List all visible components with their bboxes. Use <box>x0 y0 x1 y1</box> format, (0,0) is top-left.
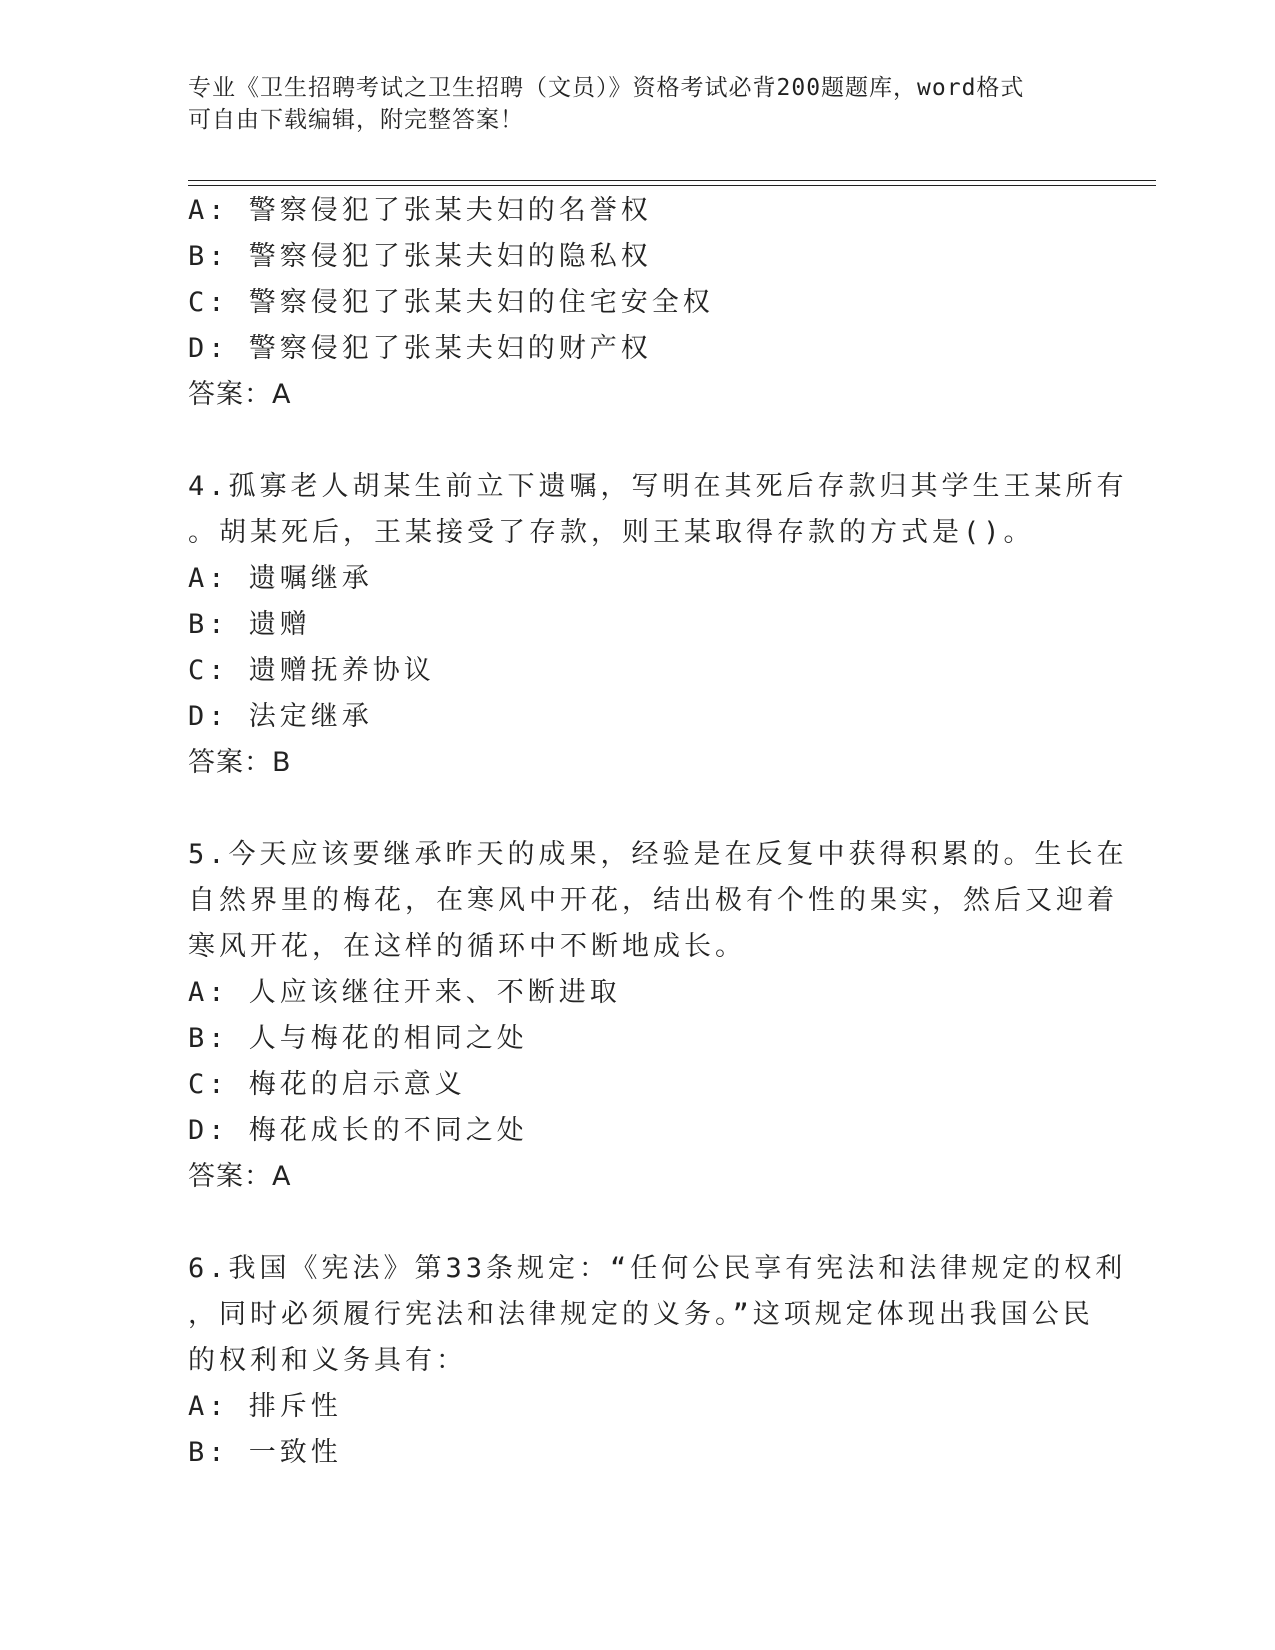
option-c: C: 遗赠抚养协议 <box>188 655 435 686</box>
option-b: B: 人与梅花的相同之处 <box>188 1023 528 1054</box>
answer-line: 答案：B <box>188 747 292 778</box>
question-stem-line: 5.今天应该要继承昨天的成果，经验是在反复中获得积累的。生长在 <box>188 839 1128 870</box>
question-6 <box>188 1246 1127 1476</box>
answer-line: 答案：A <box>188 379 292 410</box>
option-d: D: 警察侵犯了张某夫妇的财产权 <box>188 333 652 364</box>
option-c: C: 梅花的启示意义 <box>188 1069 466 1100</box>
answer-line: 答案：A <box>188 1161 292 1192</box>
spacer <box>188 1200 1088 1246</box>
option-a: A: 遗嘱继承 <box>188 563 373 594</box>
option-a: A: 警察侵犯了张某夫妇的名誉权 <box>188 195 652 226</box>
question-stem-line: 4.孤寡老人胡某生前立下遗嘱，写明在其死后存款归其学生王某所有 <box>188 471 1128 502</box>
option-c: C: 警察侵犯了张某夫妇的住宅安全权 <box>188 287 714 318</box>
question-stem-line: 的权利和义务具有： <box>188 1345 467 1376</box>
question-stem-line: 。胡某死后，王某接受了存款，则王某取得存款的方式是()。 <box>188 517 1035 548</box>
question-3 <box>188 188 1088 418</box>
header-line-2: 可自由下载编辑，附完整答案！ <box>188 107 524 133</box>
question-stem-line: 自然界里的梅花，在寒风中开花，结出极有个性的果实，然后又迎着 <box>188 885 1118 916</box>
option-a: A: 排斥性 <box>188 1391 342 1422</box>
question-5 <box>188 832 1128 1200</box>
question-stem-line: 寒风开花，在这样的循环中不断地成长。 <box>188 931 746 962</box>
header-line-1: 专业《卫生招聘考试之卫生招聘（文员）》资格考试必背200题题库，word格式 <box>188 75 1025 101</box>
spacer <box>188 418 1088 464</box>
question-list <box>188 188 1128 1476</box>
option-b: B: 警察侵犯了张某夫妇的隐私权 <box>188 241 652 272</box>
header-double-rule <box>188 180 1156 186</box>
question-stem-line: 6.我国《宪法》第33条规定：“任何公民享有宪法和法律规定的权利 <box>188 1253 1127 1284</box>
option-d: D: 梅花成长的不同之处 <box>188 1115 528 1146</box>
option-d: D: 法定继承 <box>188 701 373 732</box>
document-header <box>188 72 1068 136</box>
question-stem-line: ，同时必须履行宪法和法律规定的义务。”这项规定体现出我国公民 <box>188 1299 1094 1330</box>
question-4 <box>188 464 1128 786</box>
option-b: B: 一致性 <box>188 1437 342 1468</box>
option-a: A: 人应该继往开来、不断进取 <box>188 977 621 1008</box>
spacer <box>188 786 1088 832</box>
option-b: B: 遗赠 <box>188 609 311 640</box>
